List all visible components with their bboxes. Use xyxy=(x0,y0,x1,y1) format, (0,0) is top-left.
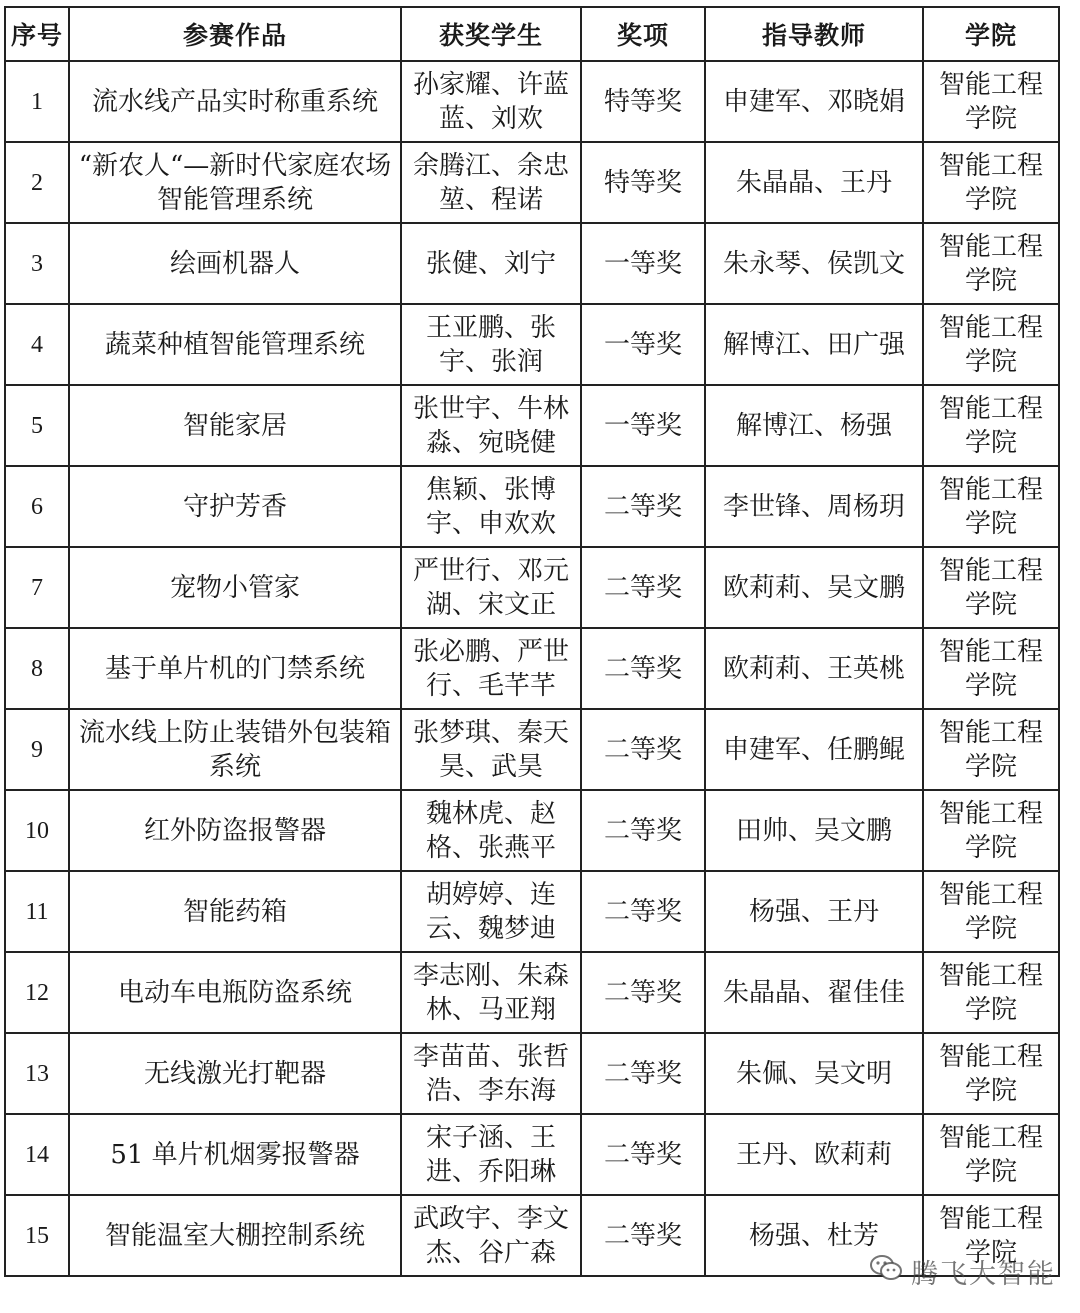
cell-teachers: 欧莉莉、吴文鹏 xyxy=(705,547,923,628)
table-row xyxy=(5,709,1059,790)
cell-index: 13 xyxy=(5,1033,69,1114)
cell-teachers: 申建军、邓晓娟 xyxy=(705,61,923,142)
cell-college: 智能工程学院 xyxy=(923,142,1059,223)
cell-college: 智能工程学院 xyxy=(923,61,1059,142)
cell-index: 12 xyxy=(5,952,69,1033)
cell-students: 魏林虎、赵格、张燕平 xyxy=(401,790,581,871)
cell-teachers: 欧莉莉、王英桃 xyxy=(705,628,923,709)
cell-college: 智能工程学院 xyxy=(923,1114,1059,1195)
cell-index: 15 xyxy=(5,1195,69,1276)
cell-work: 51 单片机烟雾报警器 xyxy=(69,1114,401,1195)
cell-index: 6 xyxy=(5,466,69,547)
cell-work: 基于单片机的门禁系统 xyxy=(69,628,401,709)
cell-teachers: 申建军、任鹏鲲 xyxy=(705,709,923,790)
cell-work: 智能温室大棚控制系统 xyxy=(69,1195,401,1276)
cell-students: 严世行、邓元湖、宋文正 xyxy=(401,547,581,628)
cell-students: 张必鹏、严世行、毛芊芊 xyxy=(401,628,581,709)
cell-teachers: 杨强、杜芳 xyxy=(705,1195,923,1276)
cell-college: 智能工程学院 xyxy=(923,1033,1059,1114)
cell-students: 李志刚、朱森林、马亚翔 xyxy=(401,952,581,1033)
cell-teachers: 朱晶晶、王丹 xyxy=(705,142,923,223)
cell-work: 智能药箱 xyxy=(69,871,401,952)
cell-students: 孙家耀、许蓝蓝、刘欢 xyxy=(401,61,581,142)
cell-award: 一等奖 xyxy=(581,304,705,385)
cell-students: 胡婷婷、连云、魏梦迪 xyxy=(401,871,581,952)
award-table xyxy=(4,6,1060,1277)
cell-teachers: 解博江、杨强 xyxy=(705,385,923,466)
table-row xyxy=(5,223,1059,304)
cell-college: 智能工程学院 xyxy=(923,871,1059,952)
cell-college: 智能工程学院 xyxy=(923,709,1059,790)
cell-work: 流水线上防止装错外包装箱系统 xyxy=(69,709,401,790)
table-row xyxy=(5,547,1059,628)
cell-college: 智能工程学院 xyxy=(923,1195,1059,1276)
cell-work: 红外防盗报警器 xyxy=(69,790,401,871)
table-row xyxy=(5,790,1059,871)
cell-award: 二等奖 xyxy=(581,952,705,1033)
cell-teachers: 朱永琴、侯凯文 xyxy=(705,223,923,304)
cell-index: 3 xyxy=(5,223,69,304)
cell-college: 智能工程学院 xyxy=(923,790,1059,871)
cell-work: 流水线产品实时称重系统 xyxy=(69,61,401,142)
cell-award: 二等奖 xyxy=(581,1195,705,1276)
cell-college: 智能工程学院 xyxy=(923,952,1059,1033)
cell-teachers: 李世锋、周杨玥 xyxy=(705,466,923,547)
table-row xyxy=(5,952,1059,1033)
cell-students: 张世宇、牛林淼、宛晓健 xyxy=(401,385,581,466)
cell-award: 二等奖 xyxy=(581,790,705,871)
table-header xyxy=(5,7,1059,61)
cell-index: 9 xyxy=(5,709,69,790)
cell-award: 特等奖 xyxy=(581,61,705,142)
header-students: 获奖学生 xyxy=(401,7,581,61)
header-index: 序号 xyxy=(5,7,69,61)
cell-award: 二等奖 xyxy=(581,628,705,709)
cell-index: 1 xyxy=(5,61,69,142)
cell-work: 守护芳香 xyxy=(69,466,401,547)
cell-teachers: 杨强、王丹 xyxy=(705,871,923,952)
table-row xyxy=(5,142,1059,223)
table-row xyxy=(5,61,1059,142)
table-body xyxy=(5,61,1059,1276)
cell-teachers: 朱晶晶、翟佳佳 xyxy=(705,952,923,1033)
table-row xyxy=(5,628,1059,709)
cell-award: 二等奖 xyxy=(581,1114,705,1195)
cell-index: 11 xyxy=(5,871,69,952)
cell-students: 王亚鹏、张宇、张润 xyxy=(401,304,581,385)
watermark-text: 腾飞大智能 xyxy=(911,1259,1056,1290)
cell-work: 绘画机器人 xyxy=(69,223,401,304)
cell-college: 智能工程学院 xyxy=(923,547,1059,628)
cell-award: 二等奖 xyxy=(581,547,705,628)
header-award: 奖项 xyxy=(581,7,705,61)
cell-work: “新农人“—新时代家庭农场智能管理系统 xyxy=(69,142,401,223)
header-row xyxy=(5,7,1059,61)
cell-students: 宋子涵、王进、乔阳琳 xyxy=(401,1114,581,1195)
cell-college: 智能工程学院 xyxy=(923,223,1059,304)
cell-award: 二等奖 xyxy=(581,871,705,952)
cell-award: 一等奖 xyxy=(581,223,705,304)
cell-index: 14 xyxy=(5,1114,69,1195)
cell-work: 电动车电瓶防盗系统 xyxy=(69,952,401,1033)
cell-work: 宠物小管家 xyxy=(69,547,401,628)
header-college: 学院 xyxy=(923,7,1059,61)
cell-students: 武政宇、李文杰、谷广森 xyxy=(401,1195,581,1276)
cell-college: 智能工程学院 xyxy=(923,385,1059,466)
cell-teachers: 朱佩、吴文明 xyxy=(705,1033,923,1114)
cell-index: 7 xyxy=(5,547,69,628)
cell-work: 无线激光打靶器 xyxy=(69,1033,401,1114)
table-row xyxy=(5,1114,1059,1195)
cell-students: 李苗苗、张哲浩、李东海 xyxy=(401,1033,581,1114)
table-row xyxy=(5,1033,1059,1114)
header-work: 参赛作品 xyxy=(69,7,401,61)
cell-college: 智能工程学院 xyxy=(923,304,1059,385)
cell-college: 智能工程学院 xyxy=(923,466,1059,547)
cell-students: 张梦琪、秦天昊、武昊 xyxy=(401,709,581,790)
cell-index: 2 xyxy=(5,142,69,223)
cell-award: 二等奖 xyxy=(581,709,705,790)
cell-teachers: 解博江、田广强 xyxy=(705,304,923,385)
cell-index: 5 xyxy=(5,385,69,466)
table-row xyxy=(5,871,1059,952)
cell-students: 张健、刘宁 xyxy=(401,223,581,304)
cell-index: 4 xyxy=(5,304,69,385)
cell-teachers: 王丹、欧莉莉 xyxy=(705,1114,923,1195)
table-row xyxy=(5,1195,1059,1276)
cell-students: 余腾江、余忠堃、程诺 xyxy=(401,142,581,223)
cell-work: 智能家居 xyxy=(69,385,401,466)
cell-students: 焦颖、张博宇、申欢欢 xyxy=(401,466,581,547)
cell-award: 二等奖 xyxy=(581,1033,705,1114)
cell-work: 蔬菜种植智能管理系统 xyxy=(69,304,401,385)
cell-college: 智能工程学院 xyxy=(923,628,1059,709)
header-teachers: 指导教师 xyxy=(705,7,923,61)
cell-award: 特等奖 xyxy=(581,142,705,223)
cell-index: 10 xyxy=(5,790,69,871)
cell-award: 二等奖 xyxy=(581,466,705,547)
cell-award: 一等奖 xyxy=(581,385,705,466)
award-table-container xyxy=(4,6,1060,1277)
cell-index: 8 xyxy=(5,628,69,709)
table-row xyxy=(5,385,1059,466)
table-row xyxy=(5,304,1059,385)
cell-teachers: 田帅、吴文鹏 xyxy=(705,790,923,871)
table-row xyxy=(5,466,1059,547)
